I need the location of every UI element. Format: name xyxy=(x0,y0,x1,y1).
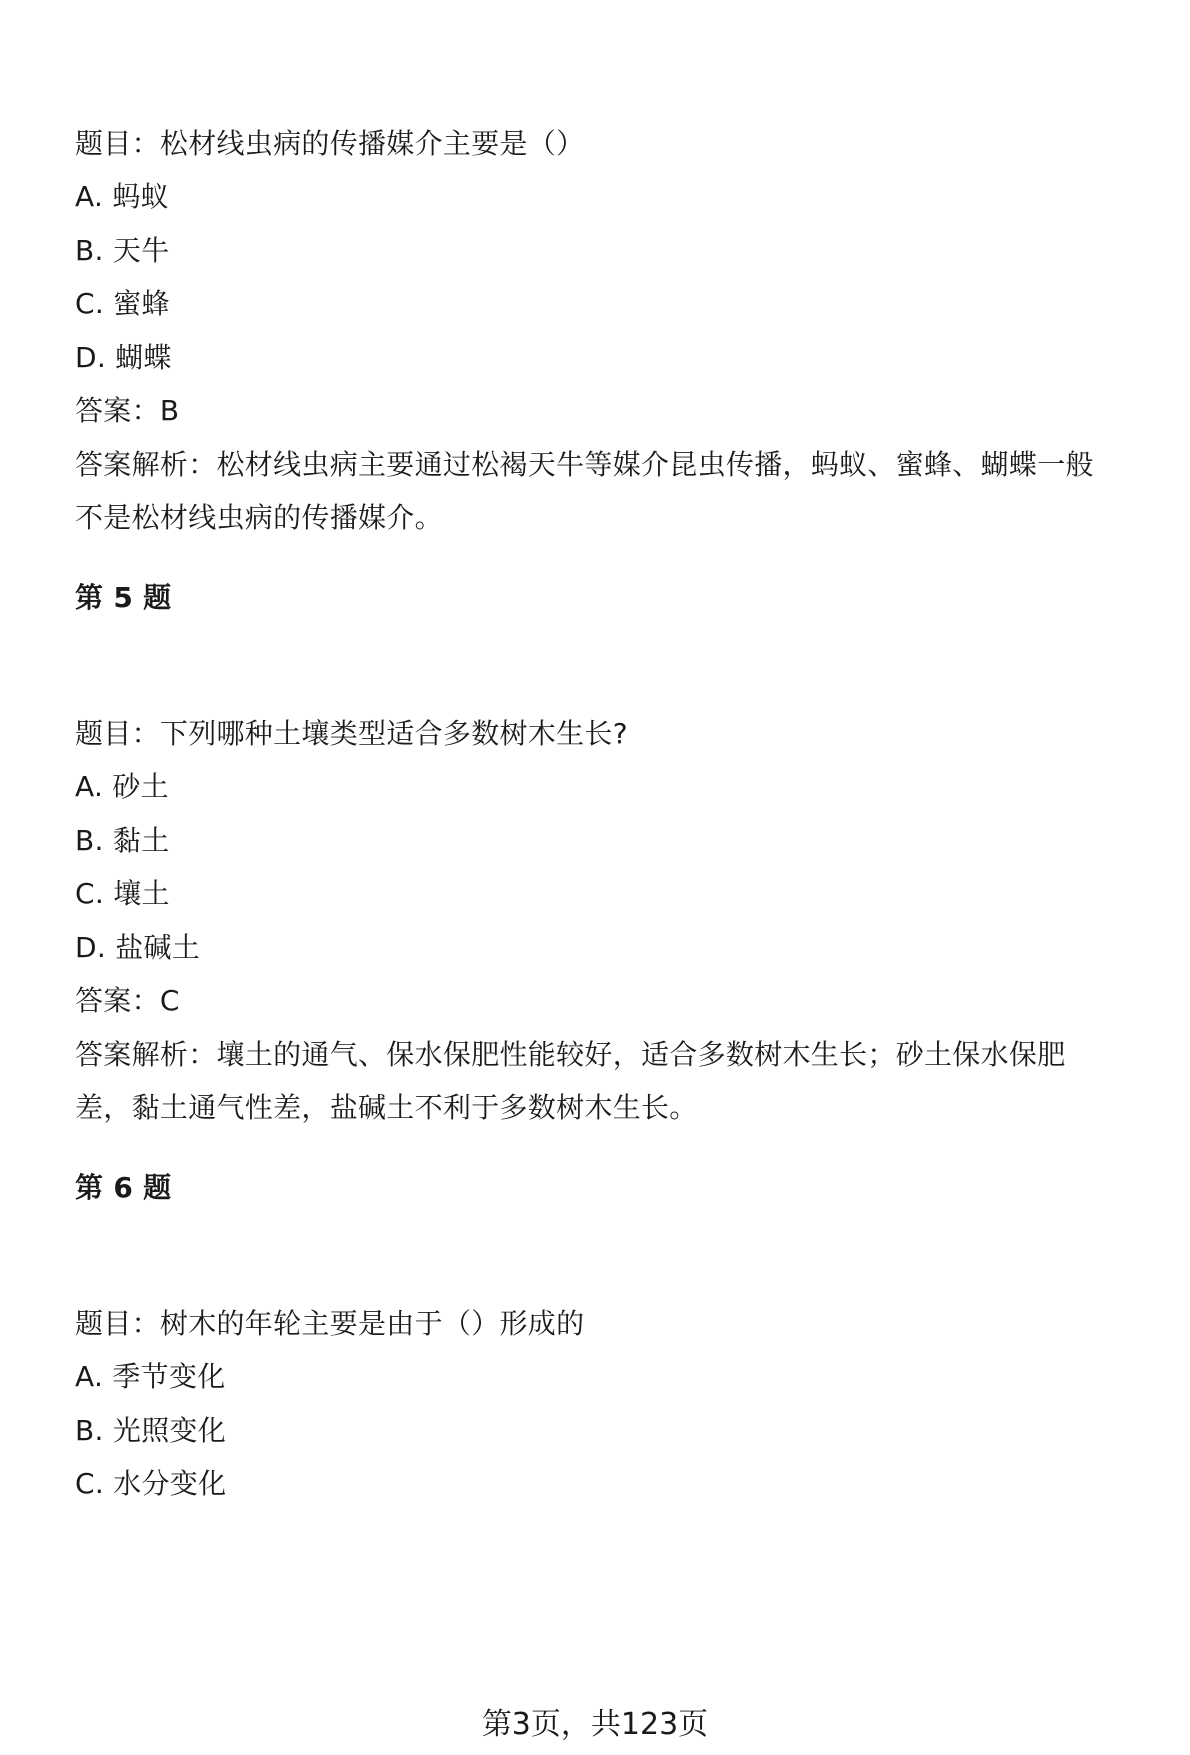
option-b: B. 黏土 xyxy=(75,824,170,857)
analysis-line-2: 不是松材线虫病的传播媒介。 xyxy=(75,501,443,534)
option-d: D. 盐碱土 xyxy=(75,931,201,964)
question-heading: 第 6 题 xyxy=(75,1171,172,1204)
answer-line: 答案：C xyxy=(75,984,180,1017)
option-a: A. 砂土 xyxy=(75,770,169,803)
option-d: D. 蝴蝶 xyxy=(75,341,172,374)
option-b: B. 光照变化 xyxy=(75,1414,227,1447)
analysis-line-1: 答案解析：松材线虫病主要通过松褐天牛等媒介昆虫传播，蚂蚁、蜜蜂、蝴蝶一般 xyxy=(75,448,1094,481)
option-c: C. 壤土 xyxy=(75,877,170,910)
question-heading: 第 5 题 xyxy=(75,581,172,614)
analysis-line-1: 答案解析：壤土的通气、保水保肥性能较好，适合多数树木生长；砂土保水保肥 xyxy=(75,1038,1066,1071)
option-c: C. 水分变化 xyxy=(75,1467,227,1500)
answer-line: 答案：B xyxy=(75,394,180,427)
option-a: A. 蚂蚁 xyxy=(75,180,169,213)
question-stem: 题目：下列哪种土壤类型适合多数树木生长? xyxy=(75,717,628,750)
option-c: C. 蜜蜂 xyxy=(75,287,170,320)
analysis-line-2: 差，黏土通气性差，盐碱土不利于多数树木生长。 xyxy=(75,1091,698,1124)
page-number: 第3页，共123页 xyxy=(481,1707,709,1742)
option-b: B. 天牛 xyxy=(75,234,170,267)
option-a: A. 季节变化 xyxy=(75,1360,226,1393)
question-stem: 题目：树木的年轮主要是由于（）形成的 xyxy=(75,1307,585,1340)
question-stem: 题目：松材线虫病的传播媒介主要是（） xyxy=(75,127,585,160)
